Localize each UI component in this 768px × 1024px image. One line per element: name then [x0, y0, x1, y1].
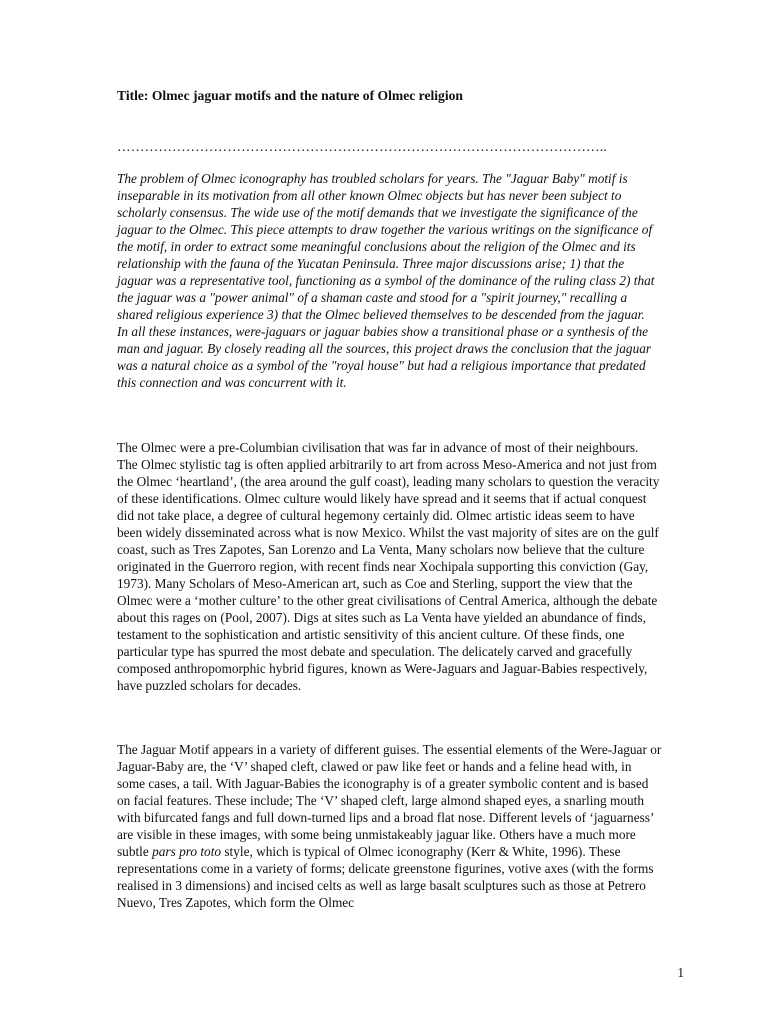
body-paragraph-1: The Olmec were a pre-Columbian civilisation that was far in advance of most of their neighbours. The Olmec stylistic tag is often applied arbitrarily to art from across Meso-America and not just from the Olmec ‘heartland’, (the area around the gulf coast), leading many scholars to question the veracity of these identifications. Olmec culture would likely have spread and it seems that if actual conquest did not take place, a degree of cultural hegemony certainly did. Olmec artistic ideas seem to have been widely disseminated across what is now Mexico. Whilst the vast majority of sites are on the gulf coast, such as Tres Zapotes, San Lorenzo and La Venta, Many scholars now believe that the culture originated in the Guerroro region, with recent finds near Xochipala supporting this conviction (Gay, 1973). Many Scholars of Meso-American art, such as Coe and Sterling, support the view that the Olmec were a ‘mother culture’ to the other great civilisations of Central America, although the debate about this rages on (Pool, 2007). Digs at sites such as La Venta have yielded an abundance of finds, testament to the sophistication and artistic sensitivity of this ancient culture. Of these finds, one particular type has spurred the most debate and speculation. The delicately carved and gracefully composed anthropomorphic hybrid figures, known as Were-Jaguars and Jaguar-Babies respectively, have puzzled scholars for decades. [117, 440, 660, 693]
paragraph-2-text-start: The Jaguar Motif appears in a variety of different guises. The essential elements of the Were-Jaguar or Jaguar-Baby are, the ‘V’ shaped cleft, clawed or paw like feet or hands and a feline head with, in some cases, a tail. With Jaguar-Babies the iconography is of a greater symbolic content and is based on facial features. These include; The ‘V’ shaped cleft, large almond shaped eyes, a snarling mouth with bifurcated fangs and full down-turned lips and a broad flat nose. Different levels of ‘jaguarness’ are visible in these images, with some being unmistakeably jaguar like. Others have a much more subtle [117, 742, 662, 859]
latin-phrase: pars pro toto [152, 844, 222, 859]
paragraph-2-text-end: style, which is typical of Olmec iconography (Kerr & White, 1996). These representations come in a variety of forms; delicate greenstone figurines, votive axes (with the forms realised in 3 dimensions) and incised celts as well as large basalt sculptures such as those at Petrero Nuevo, Tres Zapotes, which form the Olmec [117, 844, 654, 910]
page-number: 1 [677, 965, 684, 980]
dotted-divider: …………………………………………………………………………………………….. [117, 139, 607, 154]
abstract-paragraph: The problem of Olmec iconography has troubled scholars for years. The "Jaguar Baby" motif is inseparable in its motivation from all other known Olmec objects but has never been subject to scholarly consensus. The wide use of the motif demands that we investigate the significance of the jaguar to the Olmec. This piece attempts to draw together the various writings on the significance of the motif, in order to extract some meaningful conclusions about the religion of the Olmec and its relationship with the fauna of the Yucatan Peninsula. Three major discussions arise; 1) that the jaguar was a representative tool, functioning as a symbol of the dominance of the ruling class 2) that the jaguar was a "power animal" of a shaman caste and stood for a "spirit journey," recalling a shared religious experience 3) that the Olmec believed themselves to be descended from the jaguar. In all these instances, were-jaguars or jaguar babies show a transitional phase or a synthesis of the man and jaguar. By closely reading all the sources, this project draws the conclusion that the jaguar was a natural choice as a symbol of the "royal house" but had a religious importance that predated this connection and was concurrent with it. [117, 171, 655, 390]
document-title: Title: Olmec jaguar motifs and the nature of Olmec religion [117, 88, 463, 103]
body-paragraph-2 [117, 741, 662, 911]
